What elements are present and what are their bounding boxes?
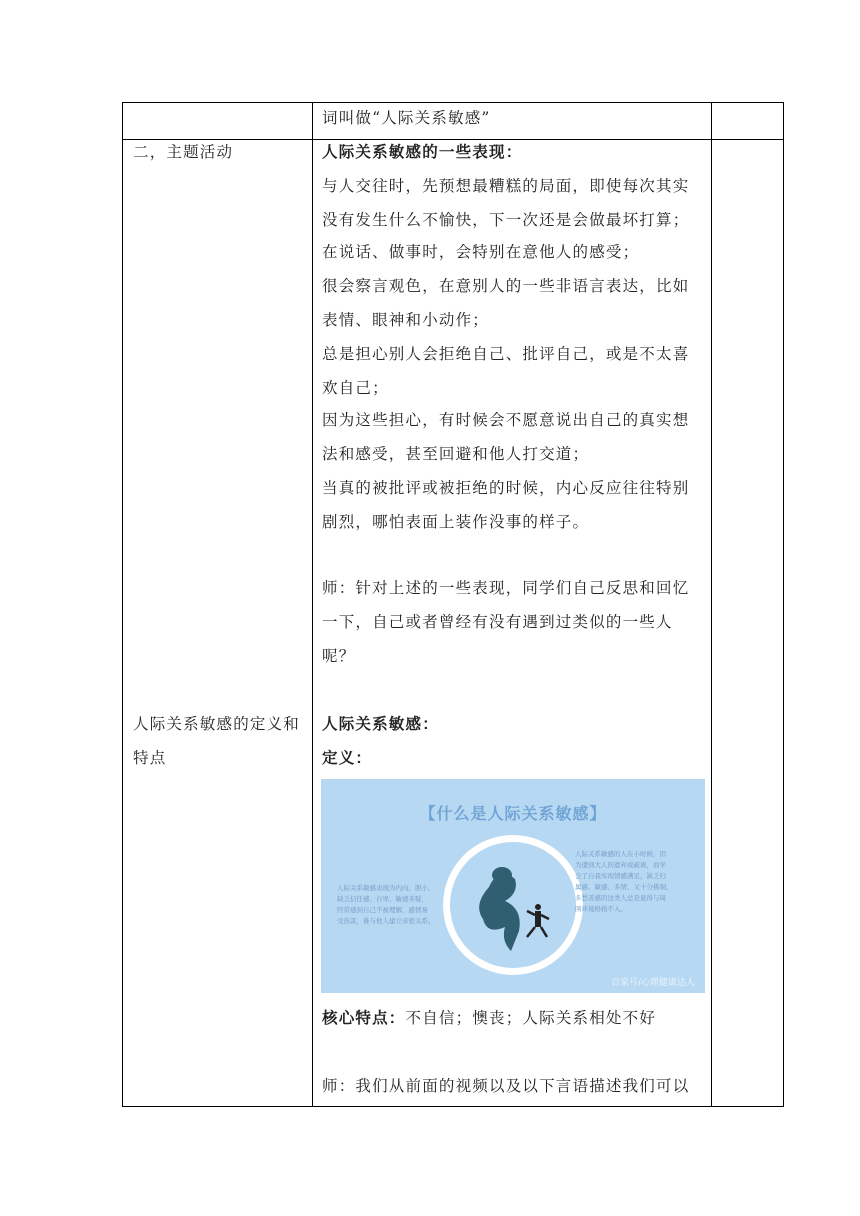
figure-circle-inner <box>450 842 576 968</box>
body-line: 表情、眼神和小动作； <box>322 311 490 329</box>
body-line: 欢自己； <box>322 379 389 397</box>
core-features <box>322 1003 656 1033</box>
column-divider-1 <box>312 103 313 1106</box>
body-line: 没有发生什么不愉快，下一次还是会做最坏打算； <box>322 211 690 229</box>
heading-manifestations: 人际关系敏感的一些表现： <box>322 142 523 161</box>
body-line: 当真的被批评或被拒绝的时候，内心反应往往特别 <box>322 479 690 497</box>
section-label-definition-1: 人际关系敏感的定义和 <box>133 715 301 733</box>
body-line: 法和感受，甚至回避和他人打交道； <box>322 445 590 463</box>
definition-figure <box>321 779 705 993</box>
figure-right-line: 属感、敏感、多情，又十分挑剔， <box>575 883 673 891</box>
body-line: 总是担心别人会拒绝自己、批评自己，或是不太喜 <box>322 345 690 363</box>
teacher-prompt-line: 师：针对上述的一些表现，同学们自己反思和回忆 <box>322 579 690 597</box>
man-body <box>535 911 541 927</box>
section-label-definition-2: 特点 <box>133 749 167 767</box>
figure-left-line: 受伤害，难与他人建立亲密关系。 <box>337 917 435 925</box>
lesson-plan-table <box>122 102 784 1107</box>
figure-right-text <box>575 849 673 915</box>
body-line: 剧烈，哪怕表面上装作没事的样子。 <box>322 513 590 531</box>
figure-right-line: 为遭到大人的遗弃或疏离，而学 <box>575 861 666 869</box>
shadow-head <box>492 867 512 883</box>
man-head <box>535 904 541 910</box>
column-divider-2 <box>711 103 712 1106</box>
section-label-activity: 二，主题活动 <box>133 143 234 161</box>
figure-right-line: 围环境格格不入。 <box>575 905 627 913</box>
core-features-value: 不自信；懊丧；人际关系相处不好 <box>405 1009 657 1027</box>
body-line: 在说话、做事时，会特别在意他人的感受； <box>322 243 640 261</box>
core-features-label: 核心特点： <box>322 1008 406 1027</box>
figure-title: 【什么是人际关系敏感】 <box>419 804 607 823</box>
figure-left-line: 经常感到自己不被理解，感情易 <box>337 906 428 914</box>
figure-right-line: 多愁善感的这类人总是显得与周 <box>575 894 666 902</box>
figure-left-line: 人际关系敏感表现为内向、胆小、 <box>337 884 435 892</box>
figure-left-text <box>337 883 435 927</box>
heading-sensitivity: 人际关系敏感： <box>322 714 439 733</box>
teacher-prompt-line: 一下，自己或者曾经有没有遇到过类似的一些人 <box>322 613 673 631</box>
figure-right-line: 人际关系敏感的人在小时候，因 <box>575 850 666 858</box>
definition-label: 定义： <box>322 748 373 767</box>
row0-text: 词叫做“人际关系敏感” <box>322 109 491 127</box>
body-line: 与人交往时，先预想最糟糕的局面，即使每次其实 <box>322 177 690 195</box>
figure-watermark: 百家号/心理健康达人 <box>610 978 695 988</box>
body-line: 很会察言观色，在意别人的一些非语言表达，比如 <box>322 277 690 295</box>
figure-right-line: 会了自我实现情感满足，缺乏归 <box>575 872 666 880</box>
teacher-prompt-2: 师：我们从前面的视频以及以下言语描述我们可以 <box>322 1077 690 1095</box>
figure-left-line: 缺乏信任感、自卑，敏感多疑， <box>337 895 428 903</box>
teacher-prompt-line: 呢？ <box>322 647 356 665</box>
body-line: 因为这些担心，有时候会不愿意说出自己的真实想 <box>322 411 690 429</box>
